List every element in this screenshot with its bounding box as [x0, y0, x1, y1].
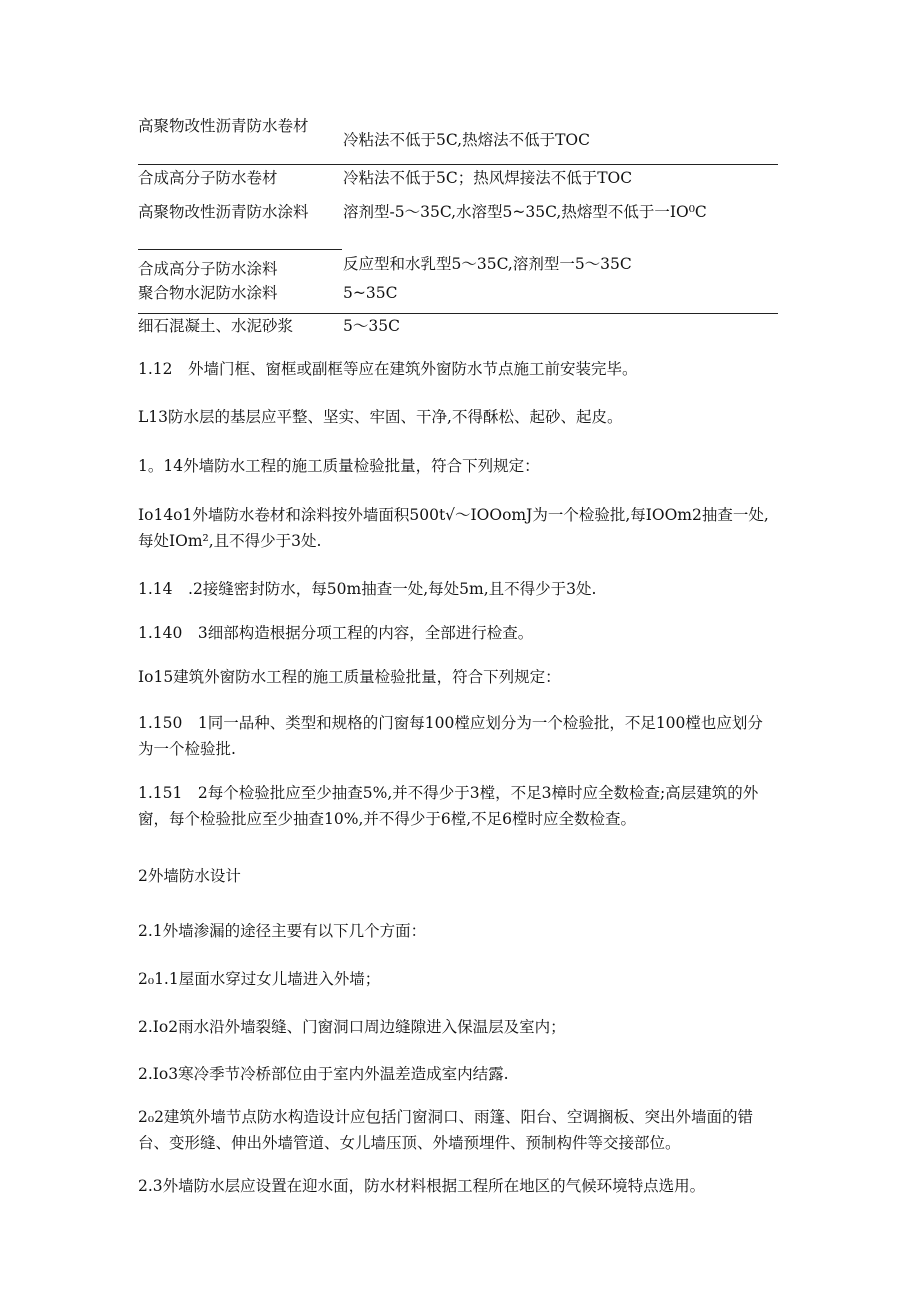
- section-heading-2: 2外墙防水设计: [138, 867, 241, 885]
- table-rule: [138, 313, 778, 314]
- table-cell-material: 合成高分子防水涂料: [138, 260, 278, 278]
- paragraph-1-15: Io15建筑外窗防水工程的施工质量检验批量，符合下列规定：: [138, 668, 561, 686]
- table-rule: [138, 164, 778, 165]
- paragraph-1-15-1: 1.150 1同一品种、类型和规格的门窗每100樘应划分为一个检验批，不足100樘也应划分为一个检验批.: [138, 714, 763, 758]
- table-cell-material: 细石混凝土、水泥砂浆: [138, 317, 294, 335]
- paragraph-1-14-2: 1.14 .2接缝密封防水，每50m抽查一处,每处5m,且不得少于3处.: [138, 580, 597, 598]
- table-cell-material: 高聚物改性沥青防水卷材: [138, 117, 309, 135]
- paragraph-1-14-1: Io14o1外墙防水卷材和涂料按外墙面积500t√～IOOomJ为一个检验批,每IOOm2抽查一处,每处IOm²,且不得少于3处.: [138, 506, 769, 550]
- paragraph-1-14: 1。14外墙防水工程的施工质量检验批量，符合下列规定：: [138, 457, 540, 475]
- paragraph-2-1-1: 2₀1.1屋面水穿过女儿墙进入外墙；: [138, 970, 381, 988]
- paragraph-2-3: 2.3外墙防水层应设置在迎水面，防水材料根据工程所在地区的气候环境特点选用。: [138, 1177, 706, 1195]
- table-cell-material: 合成高分子防水卷材: [138, 169, 278, 187]
- paragraph-2-1: 2.1外墙渗漏的途径主要有以下几个方面：: [138, 922, 427, 940]
- table-cell-temperature: 溶剂型-5～35C,水溶型5~35C,热熔型不低于一IO⁰C: [343, 203, 707, 221]
- paragraph-2-2: 2₀2建筑外墙节点防水构造设计应包括门窗洞口、雨篷、阳台、空调搁板、突出外墙面的错台、变形缝、伸出外墙管道、女儿墙压顶、外墙预埋件、预制构件等交接部位。: [138, 1108, 753, 1152]
- table-cell-temperature: 反应型和水乳型5～35C,溶剂型一5～35C: [343, 255, 632, 273]
- table-cell-temperature: 冷粘法不低于5C,热熔法不低于TOC: [343, 131, 591, 149]
- paragraph-1-14-3: 1.140 3细部构造根据分项工程的内容，全部进行检查。: [138, 624, 534, 642]
- table-cell-material: 聚合物水泥防水涂料: [138, 284, 278, 302]
- table-cell-material: 高聚物改性沥青防水涂料: [138, 203, 309, 221]
- table-cell-temperature: 冷粘法不低于5C；热风焊接法不低于TOC: [343, 169, 633, 187]
- paragraph-1-12: 1.12 外墙门框、窗框或副框等应在建筑外窗防水节点施工前安装完毕。: [138, 360, 638, 378]
- table-rule: [138, 249, 342, 250]
- paragraph-1-13: L13防水层的基层应平整、坚实、牢固、干净,不得酥松、起砂、起皮。: [138, 408, 623, 426]
- table-cell-temperature: 5~35C: [343, 284, 398, 302]
- construction-temperature-table: [138, 112, 778, 342]
- table-cell-temperature: 5～35C: [343, 317, 400, 335]
- paragraph-2-1-3: 2.Io3寒冷季节冷桥部位由于室内外温差造成室内结露.: [138, 1065, 509, 1083]
- paragraph-2-1-2: 2.Io2雨水沿外墙裂缝、门窗洞口周边缝隙进入保温层及室内；: [138, 1018, 566, 1036]
- paragraph-1-15-2: 1.151 2每个检验批应至少抽查5%,并不得少于3樘，不足3樟时应全数检查;高层建筑的外窗，每个检验批应至少抽查10%,并不得少于6樘,不足6樘时应全数检查。: [138, 784, 759, 828]
